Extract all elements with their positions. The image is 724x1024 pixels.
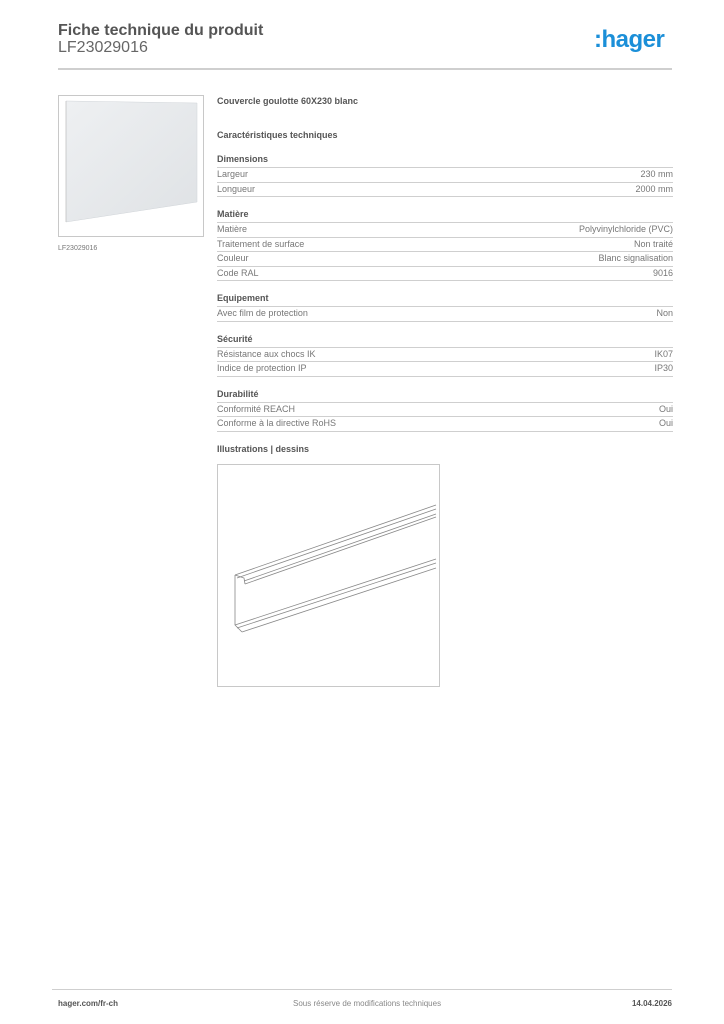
spec-group-safety <box>217 334 673 377</box>
group-title: Matière <box>217 209 673 223</box>
spec-label: Couleur <box>217 253 249 263</box>
spec-value: Blanc signalisation <box>598 253 673 263</box>
spec-row <box>217 307 673 322</box>
spec-row <box>217 252 673 267</box>
footer-website-link[interactable]: hager.com/fr-ch <box>58 999 119 1008</box>
spec-row <box>217 267 673 282</box>
illustrations-title: Illustrations | dessins <box>217 443 310 454</box>
spec-row <box>217 183 673 198</box>
spec-group-dimensions <box>217 154 673 197</box>
group-title: Dimensions <box>217 154 673 168</box>
product-image <box>58 95 204 237</box>
spec-label: Largeur <box>217 169 249 179</box>
hager-logo: :hager <box>594 26 665 53</box>
group-title: Equipement <box>217 293 673 307</box>
spec-label: Avec film de protection <box>217 308 308 318</box>
footer-disclaimer: Sous réserve de modifications techniques <box>293 999 442 1008</box>
spec-group-equipment <box>217 293 673 322</box>
product-name: Couvercle goulotte 60X230 blanc <box>217 96 359 106</box>
spec-content <box>217 96 673 687</box>
spec-value: Polyvinylchloride (PVC) <box>578 224 673 234</box>
specs-title: Caractéristiques techniques <box>217 130 338 140</box>
spec-row <box>217 403 673 418</box>
group-title: Sécurité <box>217 334 673 348</box>
group-title: Durabilité <box>217 389 673 403</box>
spec-value: Oui <box>658 403 673 414</box>
spec-group-durability <box>217 389 673 432</box>
footer-divider <box>52 989 672 990</box>
technical-drawing <box>217 464 440 687</box>
spec-group-material <box>217 209 673 281</box>
spec-label: Matière <box>217 224 248 234</box>
product-reference: LF23029016 <box>58 39 148 56</box>
product-image-caption: LF23029016 <box>58 245 98 252</box>
spec-label: Longueur <box>217 183 256 194</box>
spec-row <box>217 168 673 183</box>
spec-value: Oui <box>658 418 673 428</box>
spec-row <box>217 362 673 377</box>
spec-label: Conforme à la directive RoHS <box>217 418 337 428</box>
spec-row <box>217 348 673 363</box>
spec-label: Résistance aux chocs IK <box>217 348 316 359</box>
spec-label: Traitement de surface <box>217 238 305 249</box>
spec-row <box>217 238 673 253</box>
header-divider <box>58 68 672 70</box>
spec-value: Non traité <box>633 238 673 249</box>
spec-label: Indice de protection IP <box>217 363 307 373</box>
page-title: Fiche technique du produit <box>58 22 264 39</box>
spec-label: Conformité REACH <box>217 403 296 414</box>
spec-label: Code RAL <box>217 267 259 278</box>
spec-row <box>217 223 673 238</box>
spec-row <box>217 417 673 432</box>
spec-value: IP30 <box>654 363 673 373</box>
spec-value: IK07 <box>654 348 673 359</box>
spec-value: 230 mm <box>640 169 673 179</box>
footer-date: 14.04.2026 <box>631 999 672 1008</box>
spec-value: 2000 mm <box>635 183 673 194</box>
spec-value: 9016 <box>652 267 673 278</box>
spec-value: Non <box>656 308 673 318</box>
